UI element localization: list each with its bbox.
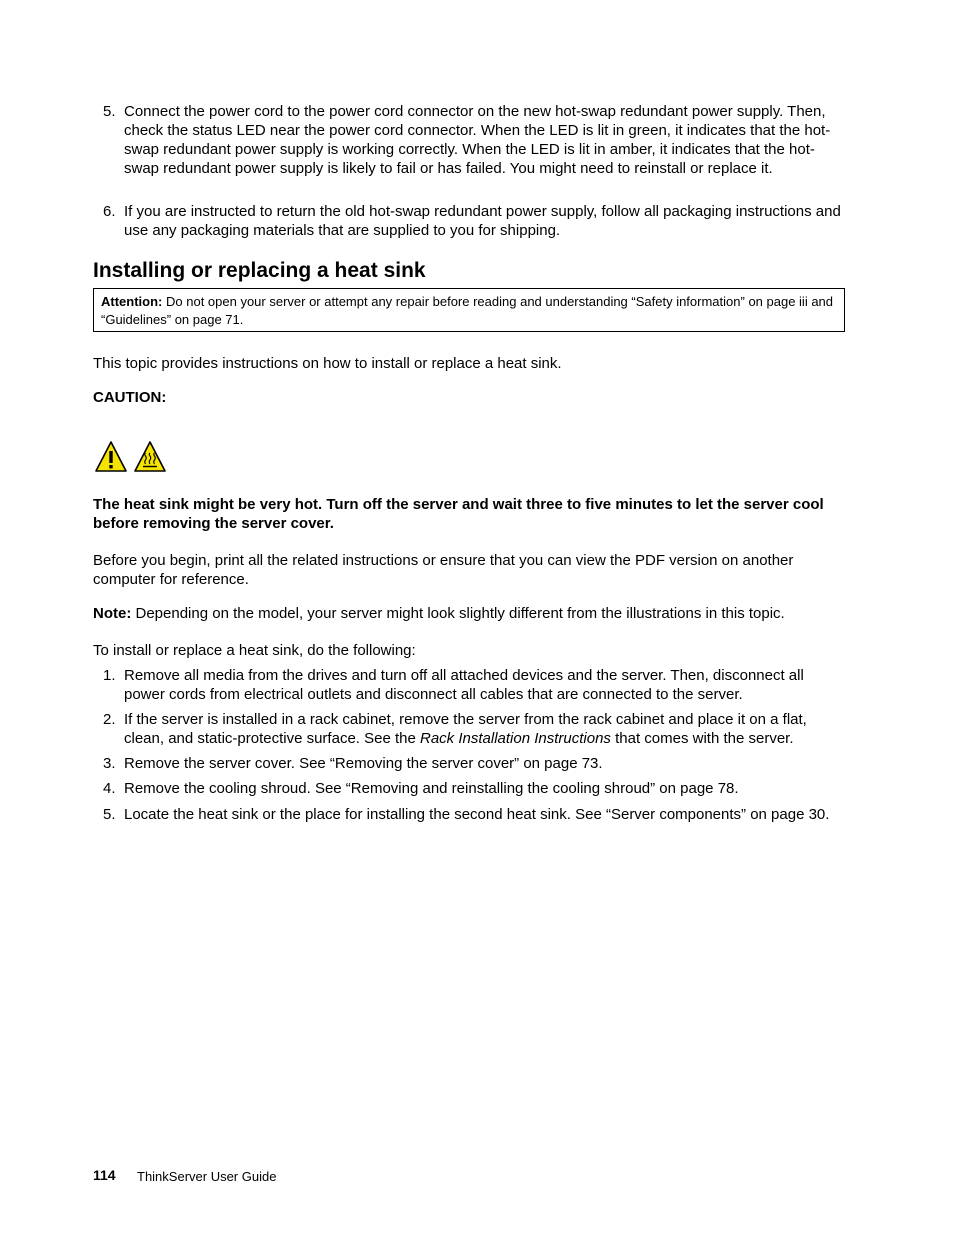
intro-paragraph: This topic provides instructions on how to install or replace a heat sink. — [93, 355, 562, 372]
hot-surface-icon — [133, 440, 167, 474]
note-label: Note: — [93, 605, 132, 622]
step-number: 1. — [103, 667, 116, 684]
step-text-italic: Rack Installation Instructions — [420, 730, 611, 747]
attention-notice — [101, 293, 836, 329]
page-number: 114 — [93, 1167, 116, 1183]
step-text: Remove all media from the drives and turn off all attached devices and the server. Then, disconnect all power cords from electrical outlets and disconnect all cables that are connected to the server. — [124, 667, 804, 703]
note-paragraph — [93, 604, 845, 623]
step-number: 4. — [103, 780, 116, 797]
steps-intro: To install or replace a heat sink, do the following: — [93, 642, 416, 659]
attention-body: Do not open your server or attempt any repair before reading and understanding “Safety information” on page iii and “Guidelines” on page 71. — [101, 294, 834, 327]
list-item-text: If you are instructed to return the old hot-swap redundant power supply, follow all packaging instructions and use any packaging materials that are supplied to you for shipping. — [124, 203, 841, 239]
list-item-text: Connect the power cord to the power cord connector on the new hot-swap redundant power supply. Then, check the status LED near the power cord connector. When the LED is lit in green, it indicates that the hot-swap redundant power supply is working correctly. When the LED is lit in amber, it indicates that the hot-swap redundant power supply is likely to fail or has failed. You might need to reinstall or replace it. — [124, 103, 831, 177]
list-item-number: 6. — [103, 203, 116, 220]
step-number: 5. — [103, 806, 116, 823]
step-text-part: that comes with the server. — [610, 730, 794, 747]
step-text — [124, 710, 846, 748]
document-title: ThinkServer User Guide — [137, 1169, 277, 1184]
warning-exclamation-icon — [94, 440, 128, 474]
caution-label: CAUTION: — [93, 389, 167, 406]
note-body: Depending on the model, your server might look slightly different from the illustrations in this topic. — [135, 605, 785, 622]
step-number: 3. — [103, 755, 116, 772]
attention-label: Attention: — [101, 294, 163, 309]
section-title: Installing or replacing a heat sink — [93, 259, 426, 282]
attention-box — [93, 288, 845, 332]
caution-icons — [94, 440, 174, 474]
before-paragraph: Before you begin, print all the related instructions or ensure that you can view the PDF version on another computer for reference. — [93, 552, 794, 588]
step-number: 2. — [103, 711, 116, 728]
step-text: Locate the heat sink or the place for installing the second heat sink. See “Server components” on page 30. — [124, 806, 830, 823]
step-text: Remove the server cover. See “Removing the server cover” on page 73. — [124, 755, 603, 772]
step-text: Remove the cooling shroud. See “Removing and reinstalling the cooling shroud” on page 78. — [124, 780, 739, 797]
caution-text: The heat sink might be very hot. Turn off the server and wait three to five minutes to let the server cool before removing the server cover. — [93, 496, 824, 532]
step-text-part: If the server is installed in a rack cabinet, remove the server from the rack cabinet and place it on a flat, clean, and static-protective surface. See the — [124, 711, 807, 747]
list-item-number: 5. — [103, 103, 116, 120]
